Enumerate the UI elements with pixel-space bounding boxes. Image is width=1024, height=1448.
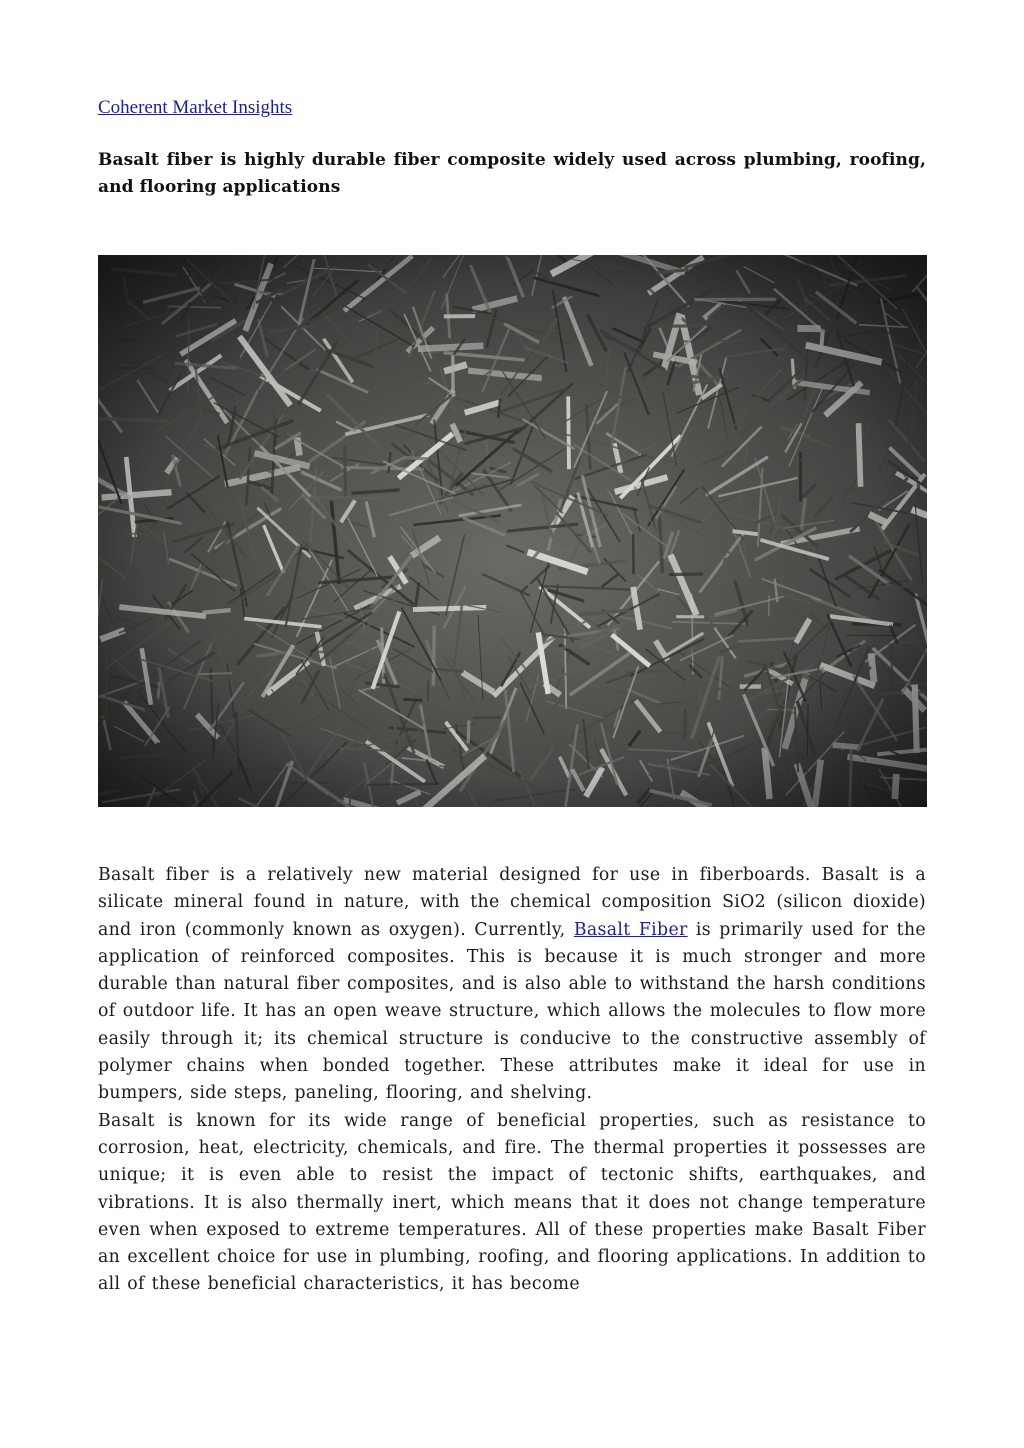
paragraph-1-text: Basalt fiber is a relatively new material designed for use in fiberboards. Basalt is a silicate mineral found in nature, with the chemical composition SiO2 (silicon dioxide) and iron (commonly known as oxygen). Currently, [98,865,926,940]
basalt-fiber-photo-icon [98,255,927,807]
basalt-fiber-photo [98,255,927,807]
article-headline: Basalt fiber is highly durable fiber composite widely used across plumbing, roofing, and flooring applications [98,150,926,197]
basalt-fiber-link[interactable]: Basalt Fiber [573,919,688,940]
article-body [98,862,926,1299]
source-link[interactable]: Coherent Market Insights [98,97,293,118]
paragraph-1 [98,862,926,1108]
paragraph-1-text-cont: is primarily used for the application of reinforced composites. This is because it is much stronger and more durable than natural fiber composites, and is also able to withstand the harsh conditions of outdoor life. It has an open weave structure, which allows the molecules to flow more easily through it; its chemical structure is conducive to the constructive assembly of polymer chains when bonded together. These attributes make it ideal for use in bumpers, side steps, paneling, flooring, and shelving. [98,919,927,1104]
paragraph-2: Basalt is known for its wide range of beneficial properties, such as resistance to corrosion, heat, electricity, chemicals, and fire. The thermal properties it possesses are unique; it is even able to resist the impact of tectonic shifts, earthquakes, and vibrations. It is also thermally inert, which means that it does not change temperature even when exposed to extreme temperatures. All of these properties make Basalt Fiber an excellent choice for use in plumbing, roofing, and flooring applications. In addition to all of these beneficial characteristics, it has become [98,1110,926,1295]
